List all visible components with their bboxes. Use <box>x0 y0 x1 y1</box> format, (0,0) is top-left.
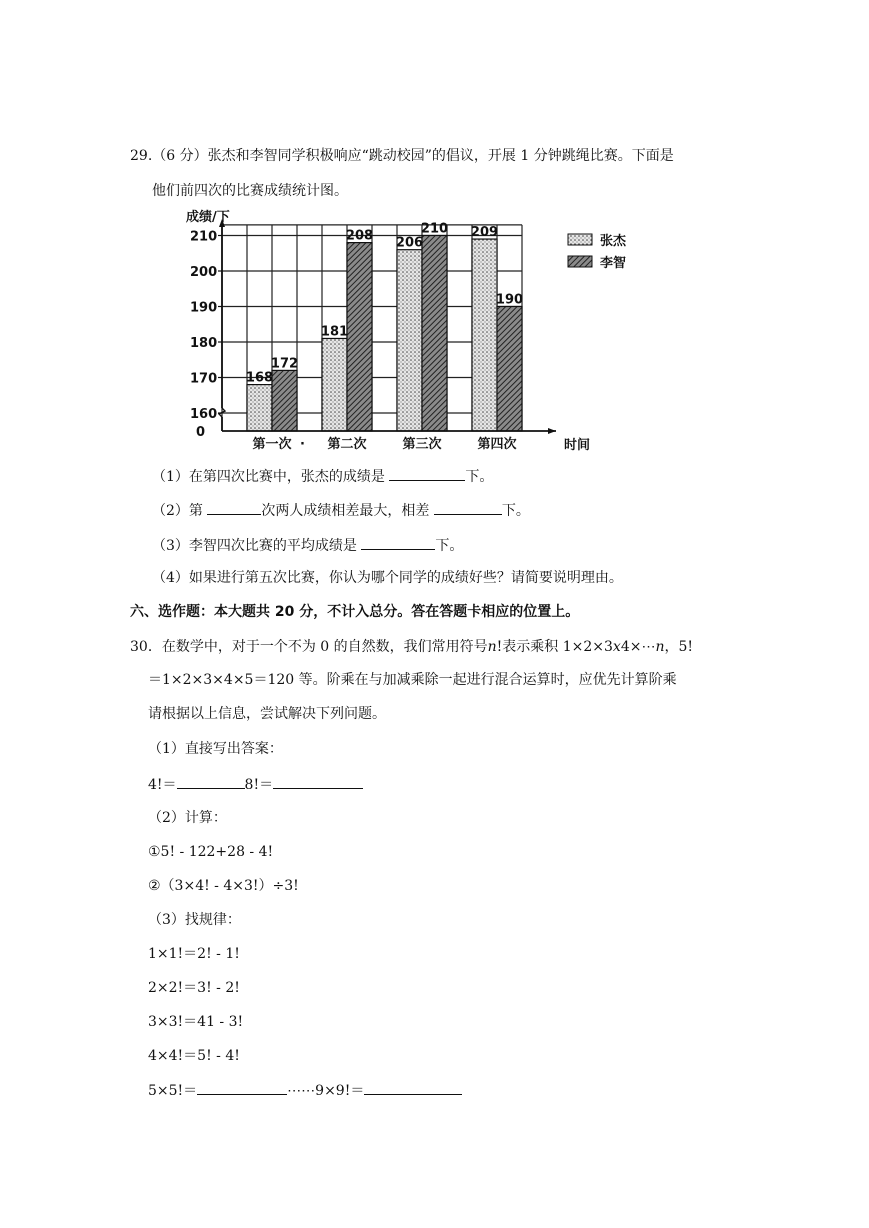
bar-李智-第一次 <box>272 370 297 431</box>
x-axis-arrow <box>548 428 556 434</box>
q30-line1-c: 4×⋯ <box>620 639 656 655</box>
q29-sub2-text-a: （2）第 <box>152 503 203 519</box>
q30-rule5-a: 5×5!＝ <box>148 1083 198 1099</box>
q29-sub3-blank[interactable] <box>361 535 435 550</box>
bar-李智-第三次 <box>422 236 447 432</box>
bar-李智-第四次 <box>497 307 522 432</box>
q30-calc1: ①5! - 122+28 - 4! <box>148 844 274 860</box>
bar-value-label: 181 <box>320 324 349 340</box>
bar-李智-第二次 <box>347 243 372 431</box>
x-category-label: 第三次 <box>402 437 442 452</box>
q30-rule5-blank-2[interactable] <box>364 1080 462 1095</box>
q29-sub2-blank-1[interactable] <box>207 500 261 515</box>
q29-sub4: （4）如果进行第五次比赛，你认为哪个同学的成绩好些？请简要说明理由。 <box>152 570 623 586</box>
x-category-label: 第二次 <box>327 437 367 452</box>
q30-line2: ＝1×2×3×4×5＝120 等。阶乘在与加减乘除一起进行混合运算时，应优先计算阶乘 <box>148 672 677 688</box>
q30-rule1: 1×1!＝2! - 1! <box>148 946 240 962</box>
q30-rule4: 4×4!＝5! - 4! <box>148 1048 240 1064</box>
q30-ans4-blank[interactable] <box>177 774 245 789</box>
q29-sub3 <box>152 535 463 556</box>
legend-swatch-张杰 <box>568 234 592 245</box>
q30-rule5 <box>148 1080 462 1101</box>
y-tick-label: 170 <box>190 371 218 387</box>
bar-value-label: 190 <box>495 292 524 308</box>
q30-rule3: 3×3!＝41 - 3! <box>148 1014 244 1030</box>
x-category-label: 第一次 <box>252 437 292 452</box>
q30-line1-x: x <box>612 639 621 655</box>
q29-sub3-unit: 下。 <box>435 538 464 554</box>
bar-value-label: 210 <box>420 221 449 237</box>
q29-line2: 他们前四次的比赛成绩统计图。 <box>152 183 348 199</box>
y-tick-label: 200 <box>190 265 218 280</box>
score-bar-chart <box>186 207 626 457</box>
bar-张杰-第一次 <box>247 385 272 431</box>
x-category-dot: · <box>300 437 305 452</box>
y-axis-title: 成绩/下 <box>186 210 230 225</box>
y-tick-label: 180 <box>190 336 218 351</box>
legend-label: 张杰 <box>600 234 626 249</box>
bar-张杰-第三次 <box>397 250 422 431</box>
bar-张杰-第二次 <box>322 338 347 431</box>
q29-sub2-text-b: 次两人成绩相差最大，相差 <box>261 503 430 519</box>
y-origin-label: 0 <box>196 425 206 440</box>
bar-value-label: 172 <box>270 356 299 372</box>
q29-sub1-unit: 下。 <box>465 469 494 485</box>
q30-line1-a: 30．在数学中，对于一个不为 0 的自然数，我们常用符号 <box>130 639 488 655</box>
q30-sub2: （2）计算： <box>148 810 227 826</box>
bar-value-label: 209 <box>470 225 499 241</box>
q30-ans4-label: 4!＝ <box>148 777 177 793</box>
q29-sub2-blank-2[interactable] <box>434 500 502 515</box>
q29-sub2-unit: 下。 <box>501 503 530 519</box>
q29-sub1-blank[interactable] <box>389 466 465 481</box>
q30-line1-n: n <box>487 639 497 655</box>
q29-sub1 <box>152 466 493 487</box>
q30-ans8-label: 8!＝ <box>244 777 274 793</box>
q30-answers <box>148 774 363 795</box>
q30-rule2: 2×2!＝3! - 2! <box>148 980 240 996</box>
x-category-label: 第四次 <box>477 437 517 452</box>
bar-张杰-第四次 <box>472 239 497 431</box>
y-tick-label: 210 <box>190 229 218 245</box>
x-axis-title: 时间 <box>564 438 591 453</box>
q29-sub1-text: （1）在第四次比赛中，张杰的成绩是 <box>152 469 385 485</box>
chart-legend <box>568 233 626 271</box>
legend-label: 李智 <box>600 256 626 271</box>
q29-sub3-text: （3）李智四次比赛的平均成绩是 <box>152 538 357 554</box>
q30-rule5-blank-1[interactable] <box>197 1080 287 1095</box>
q30-sub3: （3）找规律： <box>148 912 241 928</box>
q30-line1-b: !表示乘积 1×2×3 <box>496 639 613 655</box>
q30-line3: 请根据以上信息，尝试解决下列问题。 <box>148 706 386 722</box>
q30-line1-n2: n <box>655 639 665 655</box>
chart-bars <box>247 236 522 432</box>
y-tick-label: 160 <box>190 407 218 422</box>
q30-calc2: ②（3×4! - 4×3!）÷3! <box>148 878 299 894</box>
q30-sub1: （1）直接写出答案： <box>148 741 283 757</box>
bar-value-label: 208 <box>345 228 374 244</box>
q30-line1 <box>130 637 693 657</box>
q29-sub2 <box>152 500 530 521</box>
bar-value-label: 168 <box>245 370 274 386</box>
q30-ans8-blank[interactable] <box>273 774 363 789</box>
q30-rule5-b: ⋯⋯9×9!＝ <box>287 1083 365 1099</box>
bar-value-label: 206 <box>395 235 424 251</box>
q30-line1-d: ，5! <box>664 639 694 655</box>
section6-heading: 六、选作题：本大题共 20 分，不计入总分。答在答题卡相应的位置上。 <box>130 604 580 620</box>
legend-swatch-李智 <box>568 256 592 267</box>
y-tick-label: 190 <box>190 300 218 316</box>
q29-line1: 29.（6 分）张杰和李智同学积极响应“跳动校园”的倡议，开展 1 分钟跳绳比赛。下面是 <box>130 148 674 164</box>
